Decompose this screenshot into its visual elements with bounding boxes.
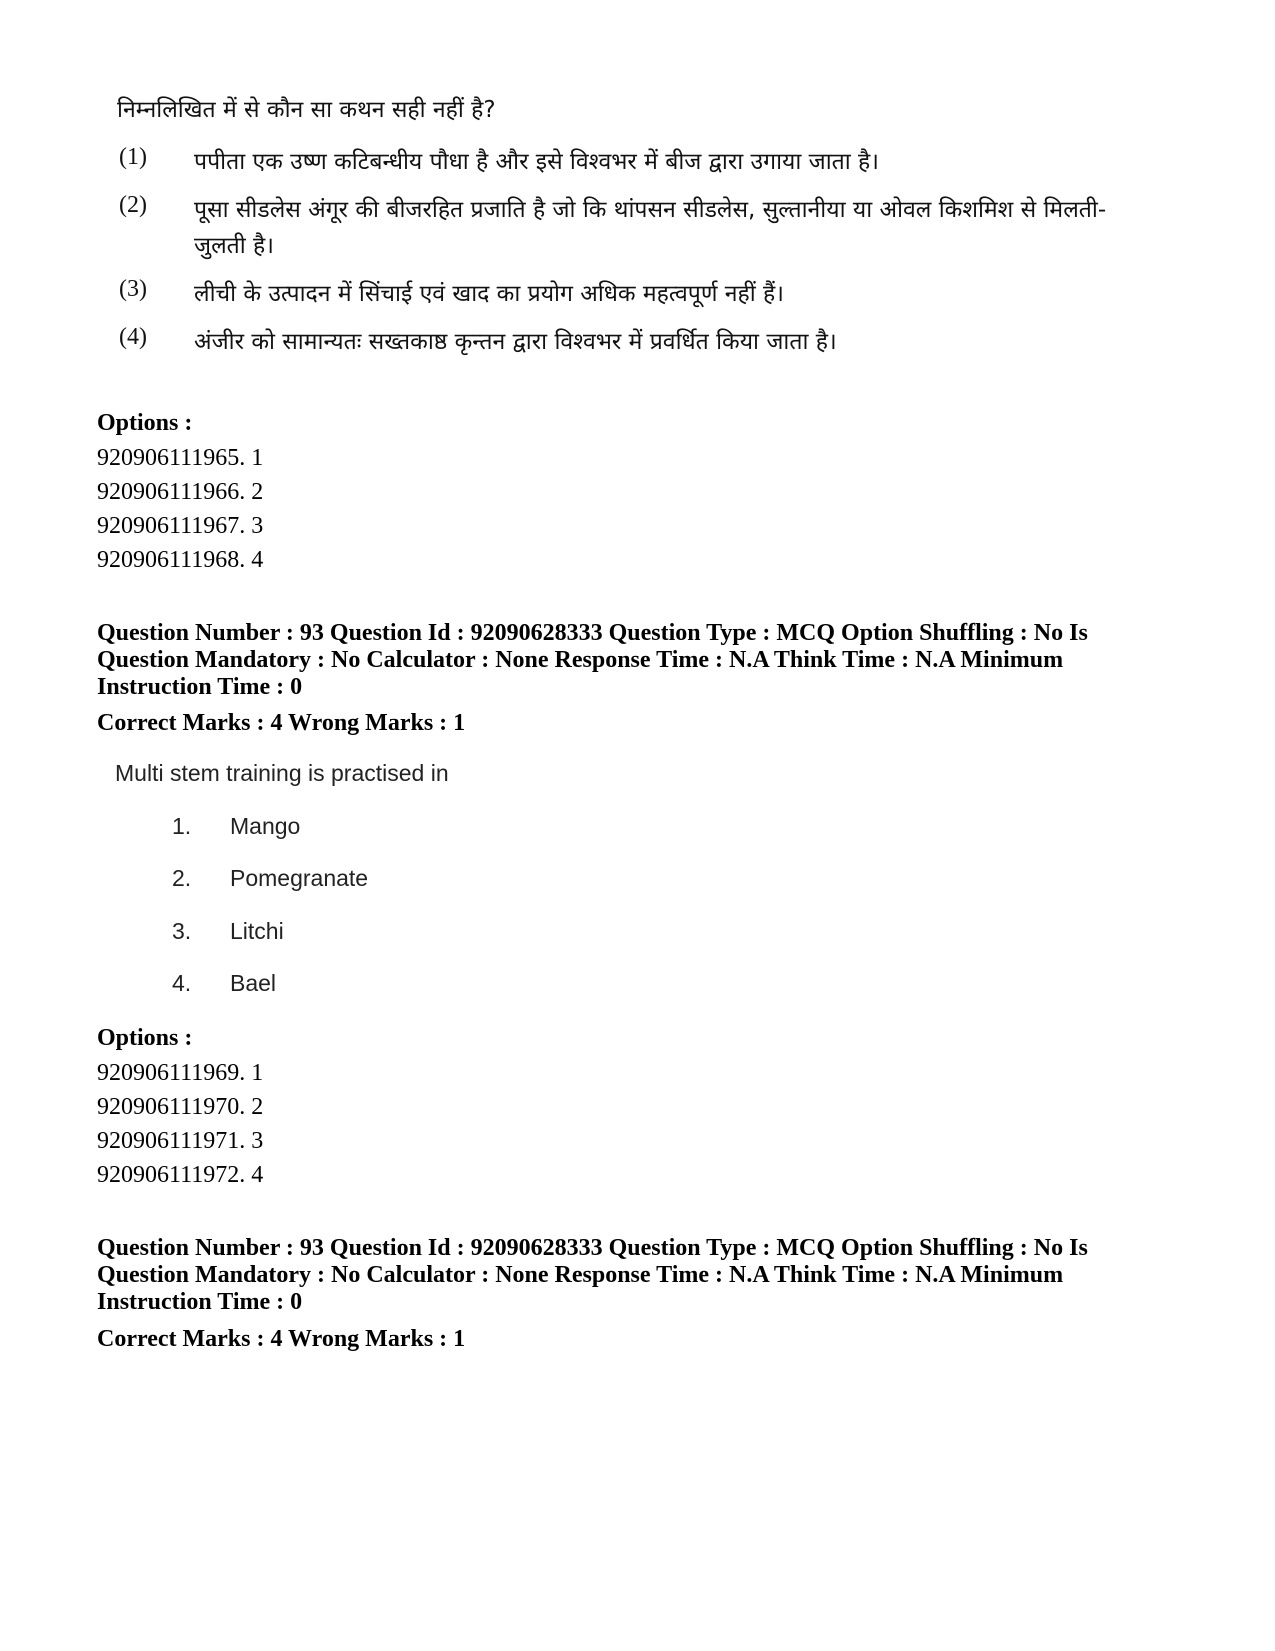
option-line: 920906111965. 1 [97,445,264,471]
question-stem: निम्नलिखित में से कौन सा कथन सही नहीं है? [117,97,496,123]
statement-text: अंजीर को सामान्यतः सख्तकाष्ठ कृन्तन द्वारा विश्वभर में प्रवर्धित किया जाता है। [194,329,837,355]
statement-number: (1) [119,144,147,170]
option-line: 920906111971. 3 [97,1128,264,1154]
choice-text: Litchi [230,918,284,944]
options-label: Options : [97,410,193,436]
statement-text: पूसा सीडलेस अंगूर की बीजरहित प्रजाति है जो कि थांपसन सीडलेस, सुल्तानीया या ओवल किशमिश से मिलती-जुलती है। [194,197,1107,259]
choice-text: Pomegranate [230,865,369,891]
choice-number: 2. [172,865,192,891]
choice-text: Bael [230,970,277,996]
marks-info: Correct Marks : 4 Wrong Marks : 1 [97,710,466,736]
statement-text: पपीता एक उष्ण कटिबन्धीय पौधा है और इसे विश्वभर में बीज द्वारा उगाया जाता है। [194,149,879,175]
statement-number: (4) [119,324,147,350]
statement-number: (3) [119,276,147,302]
question-stem: Multi stem training is practised in [115,760,449,786]
option-line: 920906111966. 2 [97,479,264,505]
question-meta: Question Number : 93 Question Id : 92090628333 Question Type : MCQ Option Shuffling : No Is Question Mandatory : No Calculator : None Response Time : N.A Think Time : N.A Minimum Instruction Time : 0 [97,1235,1088,1315]
option-line: 920906111967. 3 [97,513,264,539]
marks-info: Correct Marks : 4 Wrong Marks : 1 [97,1326,466,1352]
options-label: Options : [97,1025,193,1051]
option-line: 920906111969. 1 [97,1060,264,1086]
question-meta: Question Number : 93 Question Id : 92090628333 Question Type : MCQ Option Shuffling : No Is Question Mandatory : No Calculator : None Response Time : N.A Think Time : N.A Minimum Instruction Time : 0 [97,620,1088,700]
choice-number: 4. [172,970,192,996]
option-line: 920906111972. 4 [97,1162,264,1188]
option-line: 920906111970. 2 [97,1094,264,1120]
choice-number: 3. [172,918,192,944]
choice-text: Mango [230,813,301,839]
option-line: 920906111968. 4 [97,547,264,573]
statement-number: (2) [119,192,147,218]
choice-number: 1. [172,813,192,839]
statement-text: लीची के उत्पादन में सिंचाई एवं खाद का प्रयोग अधिक महत्वपूर्ण नहीं हैं। [194,281,784,307]
